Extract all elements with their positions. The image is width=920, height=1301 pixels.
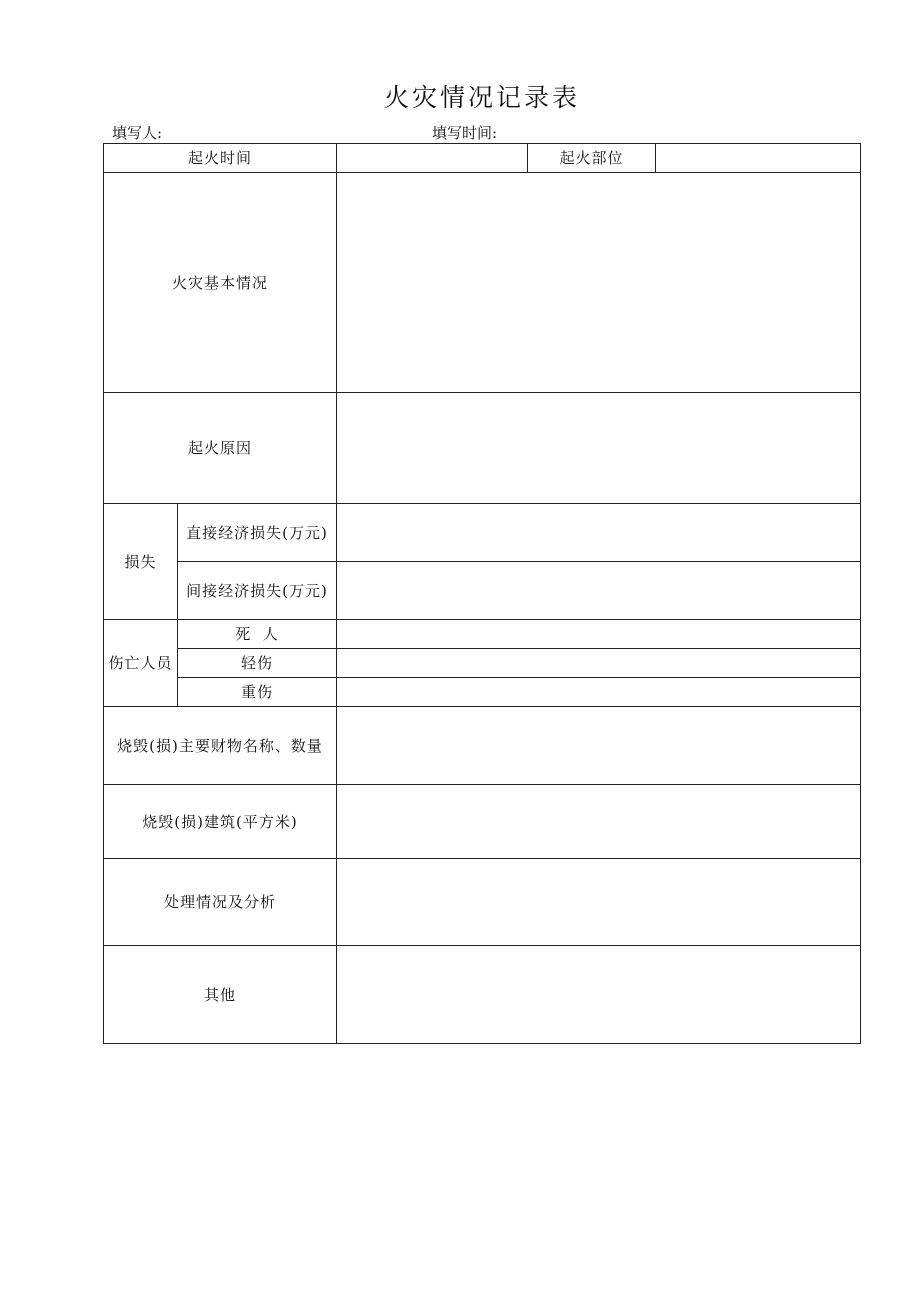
fire-cause-label: 起火原因 bbox=[104, 393, 337, 504]
dead-field[interactable] bbox=[337, 620, 861, 649]
row-burned-building bbox=[104, 785, 861, 859]
row-indirect-loss bbox=[104, 562, 861, 620]
author-label: 填写人: bbox=[112, 124, 163, 142]
row-fire-basic bbox=[104, 173, 861, 393]
serious-injury-label: 重伤 bbox=[178, 678, 337, 707]
fire-time-label: 起火时间 bbox=[104, 144, 337, 173]
fire-location-label: 起火部位 bbox=[528, 144, 656, 173]
minor-injury-label: 轻伤 bbox=[178, 649, 337, 678]
burned-building-field[interactable] bbox=[337, 785, 861, 859]
row-burned-property bbox=[104, 707, 861, 785]
fill-time-label: 填写时间: bbox=[432, 124, 498, 142]
fire-basic-label: 火灾基本情况 bbox=[104, 173, 337, 393]
casualty-label: 伤亡人员 bbox=[104, 620, 178, 707]
row-fire-cause bbox=[104, 393, 861, 504]
fire-cause-field[interactable] bbox=[337, 393, 861, 504]
loss-label: 损失 bbox=[104, 504, 178, 620]
fire-record-table bbox=[103, 143, 861, 1044]
other-label: 其他 bbox=[104, 946, 337, 1044]
fire-basic-field[interactable] bbox=[337, 173, 861, 393]
dead-label: 死 人 bbox=[178, 620, 337, 649]
row-direct-loss bbox=[104, 504, 861, 562]
handling-label: 处理情况及分析 bbox=[104, 859, 337, 946]
row-other bbox=[104, 946, 861, 1044]
serious-injury-field[interactable] bbox=[337, 678, 861, 707]
burned-building-label: 烧毁(损)建筑(平方米) bbox=[104, 785, 337, 859]
direct-loss-field[interactable] bbox=[337, 504, 861, 562]
burned-property-field[interactable] bbox=[337, 707, 861, 785]
row-dead bbox=[104, 620, 861, 649]
other-field[interactable] bbox=[337, 946, 861, 1044]
minor-injury-field[interactable] bbox=[337, 649, 861, 678]
row-fire-time bbox=[104, 144, 861, 173]
page-title: 火灾情况记录表 bbox=[383, 83, 580, 112]
fire-location-field[interactable] bbox=[656, 144, 861, 173]
handling-field[interactable] bbox=[337, 859, 861, 946]
row-minor-injury bbox=[104, 649, 861, 678]
indirect-loss-label: 间接经济损失(万元) bbox=[178, 562, 337, 620]
burned-property-label: 烧毁(损)主要财物名称、数量 bbox=[104, 707, 337, 785]
direct-loss-label: 直接经济损失(万元) bbox=[178, 504, 337, 562]
fire-time-field[interactable] bbox=[337, 144, 528, 173]
indirect-loss-field[interactable] bbox=[337, 562, 861, 620]
row-handling bbox=[104, 859, 861, 946]
row-serious-injury bbox=[104, 678, 861, 707]
